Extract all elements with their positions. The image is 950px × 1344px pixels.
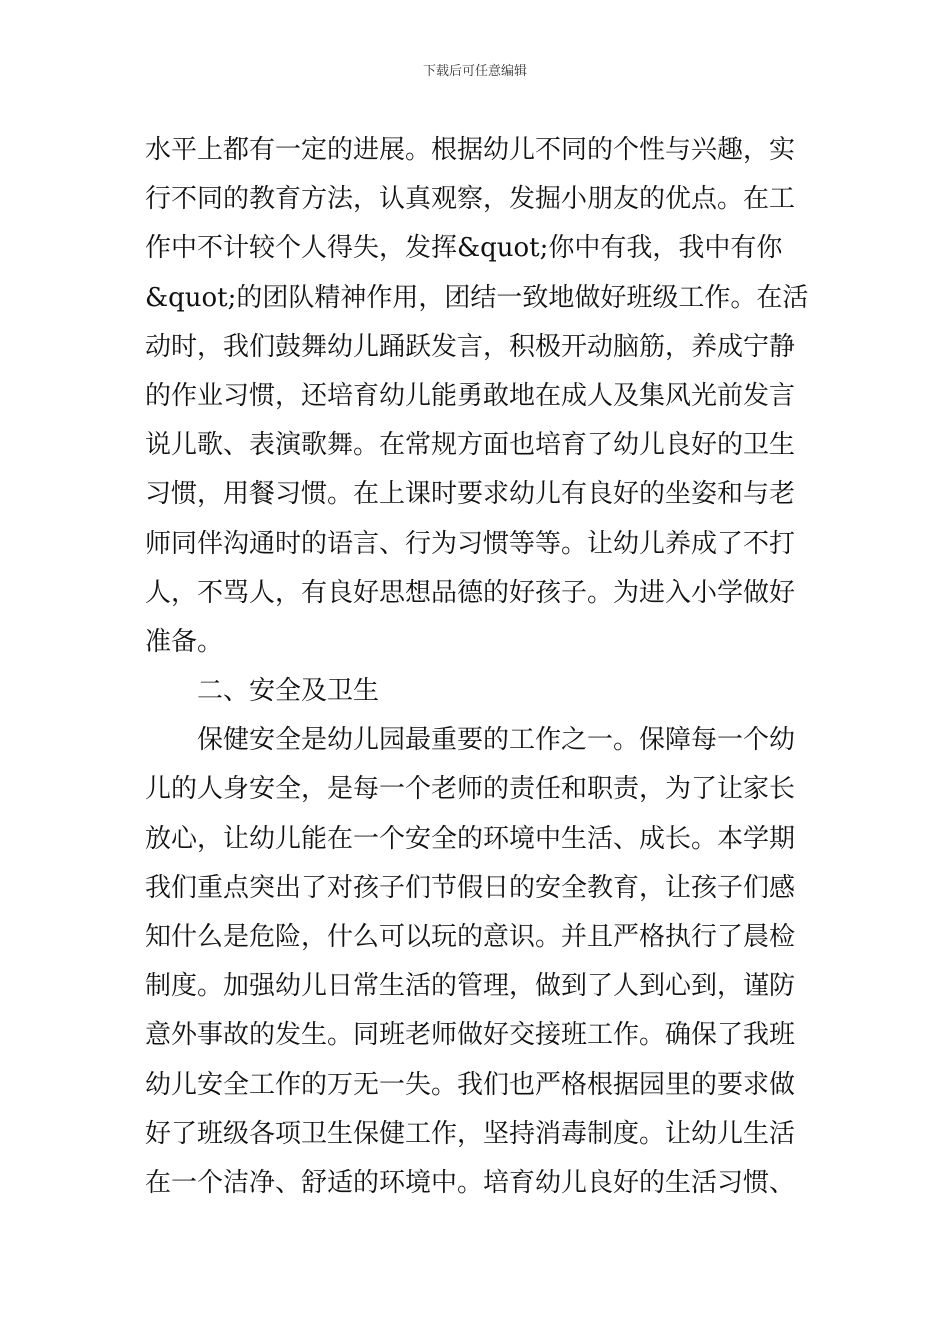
text-line: 习惯，用餐习惯。在上课时要求幼儿有良好的坐姿和与老 — [145, 479, 796, 510]
text-line: 知什么是危险，什么可以玩的意识。并且严格执行了晨检 — [145, 922, 796, 952]
document-body — [145, 126, 807, 1208]
text-line: 行不同的教育方法，认真观察，发掘小朋友的优点。在工 — [145, 184, 796, 215]
text-line: &quot;的团队精神作用，团结一致地做好班级工作。在活 — [145, 282, 809, 313]
text-line: 儿的人身安全，是每一个老师的责任和职责，为了让家长 — [145, 774, 796, 805]
text-line: 水平上都有一定的进展。根据幼儿不同的个性与兴趣，实 — [145, 135, 796, 165]
paragraph-1 — [145, 126, 807, 667]
paragraph-2 — [145, 716, 807, 1208]
text-line: 保健安全是幼儿园最重要的工作之一。保障每一个幼 — [197, 725, 796, 756]
text-line: 在一个洁净、舒适的环境中。培育幼儿良好的生活习惯、 — [145, 1167, 796, 1198]
text-line: 幼儿安全工作的万无一失。我们也严格根据园里的要求做 — [145, 1069, 796, 1100]
text-line: 师同伴沟通时的语言、行为习惯等等。让幼儿养成了不打 — [145, 528, 796, 559]
text-line: 放心，让幼儿能在一个安全的环境中生活、成长。本学期 — [145, 823, 796, 854]
text-line: 意外事故的发生。同班老师做好交接班工作。确保了我班 — [145, 1020, 796, 1051]
text-line: 我们重点突出了对孩子们节假日的安全教育，让孩子们感 — [145, 872, 796, 903]
text-line: 说儿歌、表演歌舞。在常规方面也培育了幼儿良好的卫生 — [145, 430, 796, 461]
text-line: 制度。加强幼儿日常生活的管理，做到了人到心到，谨防 — [145, 971, 796, 1002]
page-header: 下载后可任意编辑 — [422, 64, 527, 79]
text-line: 动时，我们鼓舞幼儿踊跃发言，积极开动脑筋，养成宁静 — [145, 331, 796, 362]
section-heading — [145, 667, 807, 716]
text-line: 作中不计较个人得失，发挥&quot;你中有我，我中有你 — [145, 233, 783, 264]
text-line: 好了班级各项卫生保健工作，坚持消毒制度。让幼儿生活 — [145, 1118, 796, 1149]
text-line: 人，不骂人，有良好思想品德的好孩子。为进入小学做好 — [145, 577, 796, 608]
section-2-heading: 二、安全及卫生 — [197, 676, 380, 707]
text-line: 准备。 — [145, 626, 224, 657]
text-line: 的作业习惯，还培育幼儿能勇敢地在成人及集风光前发言 — [145, 380, 796, 411]
